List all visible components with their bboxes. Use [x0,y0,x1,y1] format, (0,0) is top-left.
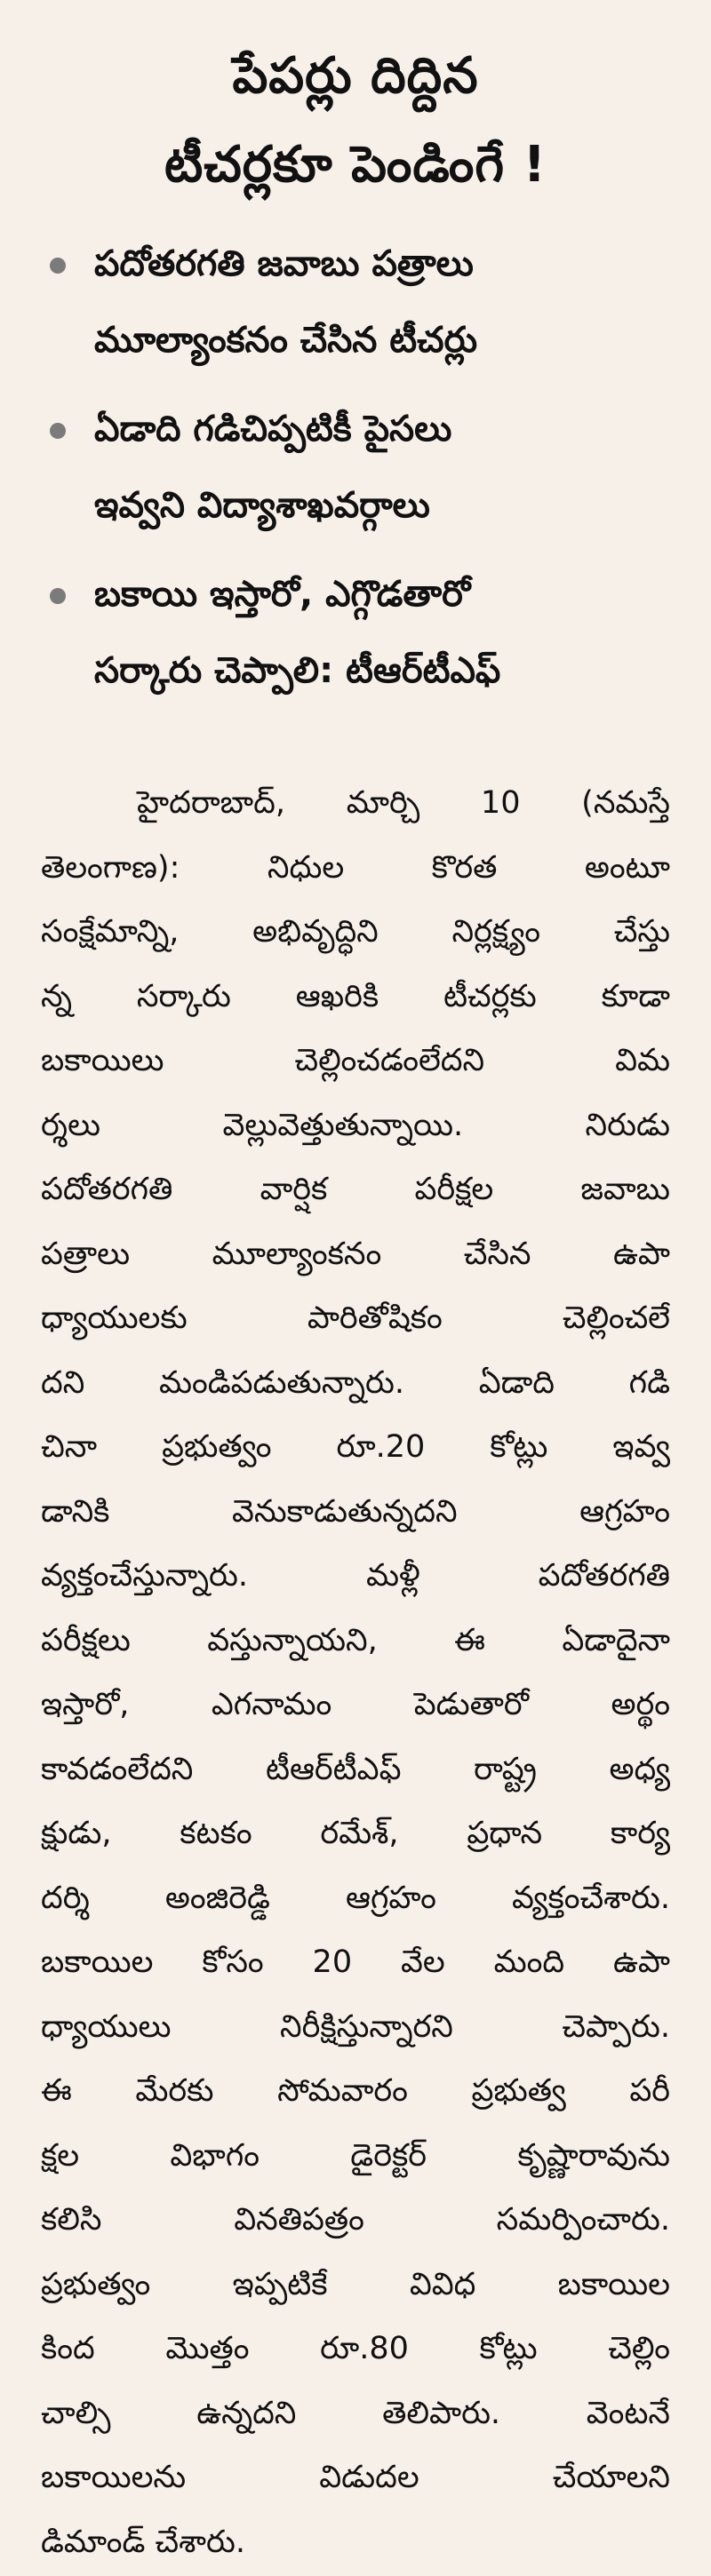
headline [41,32,670,210]
article-line: కావడంలేదని టీఆర్‌టీఎఫ్ రాష్ట్ర అధ్య [41,1751,670,1787]
article-line: ధ్యాయులకు పారితోషికం చెల్లించలే [41,1300,670,1336]
article-line: ప్రభుత్వం ఇప్పటికే వివిధ బకాయిల [41,2266,670,2302]
article-line: పత్రాలు మూల్యాంకనం చేసిన ఉపా [41,1236,670,1272]
article-line: చినా ప్రభుత్వం రూ.20 కోట్లు ఇవ్వ [41,1429,670,1465]
highlight-text [94,226,477,378]
article-line: సంక్షేమాన్ని, అభివృద్ధిని నిర్లక్ష్యం చేస్తు [41,914,670,950]
article-line: డిమాండ్ చేశారు. [41,2524,246,2560]
highlight-line: సర్కారు చెప్పాలి: టీఆర్‌టీఎఫ్ [94,650,501,691]
article-line: చాల్సి ఉన్నదని తెలిపారు. వెంటనే [41,2395,670,2431]
article-line: ర్శలు వెల్లువెత్తుతున్నాయి. నిరుడు [41,1107,670,1143]
article-body [41,771,670,2574]
article-line: తెలంగాణ): నిధుల కొరత అంటూ [41,849,670,886]
article-line: బకాయిల కోసం 20 వేల మంది ఉపా [41,1944,670,1980]
article-line: ఈ మేరకు సోమవారం ప్రభుత్వ పరీ [41,2073,670,2109]
article-line: బకాయిలను విడుదల చేయాలని [41,2460,670,2495]
bullet-dot-icon [50,423,66,439]
highlight-item [50,556,670,709]
article-line: డానికి వెనుకాడుతున్నదని ఆగ్రహం [41,1493,670,1530]
article-line: క్షుడు, కటకం రమేశ్, ప్రధాన కార్య [41,1816,670,1851]
highlight-text [94,556,500,709]
highlight-line: బకాయి ఇస్తారో, ఎగ్గొడతారో [94,574,471,615]
highlight-line: ఏడాది గడిచిప్పటికీ పైసలు [94,409,452,449]
highlight-line: ఇవ్వని విద్యాశాఖవర్గాలు [94,485,430,526]
article-line: దర్శి అంజిరెడ్డి ఆగ్రహం వ్యక్తంచేశారు. [41,1880,670,1916]
article-line: బకాయిలు చెల్లించడంలేదని విమ [41,1043,670,1078]
article-line: ధ్యాయులు నిరీక్షిస్తున్నారని చెప్పారు. [41,2008,670,2045]
article-line: కింద మొత్తం రూ.80 కోట్లు చెల్లిం [41,2331,670,2366]
highlight-item [50,391,670,544]
highlight-text [94,391,451,544]
article-line: కలిసి వినతిపత్రం సమర్పించారు. [41,2202,670,2238]
article-line: పదోతరగతి వార్షిక పరీక్షల జవాబు [41,1172,670,1207]
article-line: క్షల విభాగం డైరెక్టర్ కృష్ణారావును [41,2137,670,2174]
highlight-line: మూల్యాంకనం చేసిన టీచర్లు [94,320,478,361]
article-line: ఇస్తారో, ఎగనామం పెడుతారో అర్థం [41,1687,670,1722]
highlight-item [50,226,670,378]
highlight-line: పదోతరగతి జవాబు పత్రాలు [94,243,474,284]
article-line: న్న సర్కారు ఆఖరికి టీచర్లకు కూడా [41,978,670,1014]
article-line: పరీక్షలు వస్తున్నాయని, ఈ ఏడాదైనా [41,1622,670,1658]
article-line: వ్యక్తంచేస్తున్నారు. మళ్లీ పదోతరగతి [41,1558,670,1594]
highlights-list [41,226,670,709]
bullet-dot-icon [50,258,66,274]
headline-line-2: టీచర్లకూ పెండింగే ! [164,136,547,194]
article-line: దని మండిపడుతున్నారు. ఏడాది గడి [41,1364,670,1401]
headline-line-1: పేపర్లు దిద్దిన [232,47,479,105]
bullet-dot-icon [50,588,66,604]
article-line: హైదరాబాద్, మార్చి 10 (నమస్తే [137,785,670,821]
